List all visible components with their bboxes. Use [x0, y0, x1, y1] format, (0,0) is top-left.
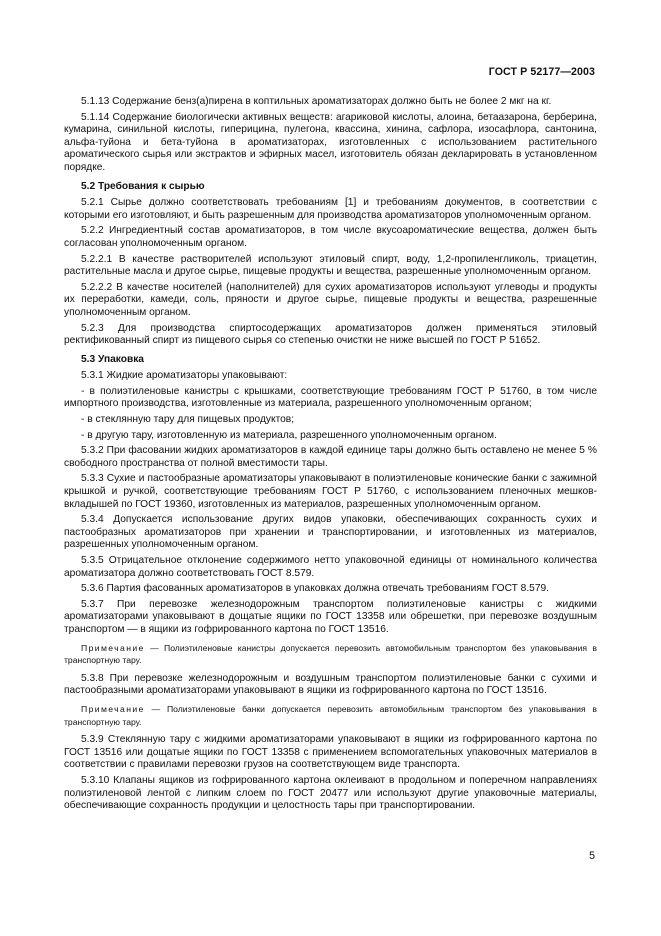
note-label: Примечание	[81, 703, 145, 714]
note-label: Примечание	[81, 642, 145, 653]
page-number: 5	[589, 850, 595, 862]
clause-5-3-2: 5.3.2 При фасовании жидких ароматизаторов в каждой единице тары должно быть оставлено не менее 5 % свободного пространства от полной вместимости тары.	[64, 445, 597, 469]
document-code-header: ГОСТ Р 52177—2003	[488, 66, 595, 78]
clause-5-3-1: 5.3.1 Жидкие ароматизаторы упаковывают:	[81, 370, 288, 382]
document-body	[64, 96, 597, 816]
clause-5-3-6: 5.3.6 Партия фасованных ароматизаторов в упаковках должна отвечать требованиям ГОСТ 8.579.	[81, 583, 549, 595]
clause-5-2-1: 5.2.1 Сырье должно соответствовать требованиям [1] и требованиям документов, в соответствии с которыми его изготовляют, и быть разрешенным для производства ароматизаторов уполномоченным органом.	[64, 197, 597, 221]
clause-5-1-14: 5.1.14 Содержание биологически активных веществ: агариковой кислоты, алоина, бетаазарона, берберина, кумарина, синильной кислоты, гиперицина, пулегона, квассина, хинина, сафлора, изосафлора, сантонина, альфа-туйона и бета-туйона в ароматизаторах, изготовленных с использованием растительного ароматического сырья или экстрактов и эфирных масел, изготовитель обязан декларировать в установленном порядке.	[64, 111, 597, 173]
clause-5-3-3: 5.3.3 Сухие и пастообразные ароматизаторы упаковывают в полиэтиленовые конические банки с зажимной крышкой и ручкой, соответствующие требованиям ГОСТ Р 51760, с использованием пленочных мешков-вкладышей по ГОСТ 19360, изготовленных из материалов, разрешенных уполномоченным органом.	[64, 473, 597, 510]
section-heading-5-3: 5.3 Упаковка	[81, 353, 144, 365]
clause-5-2-3: 5.2.3 Для производства спиртосодержащих ароматизаторов должен применяться этиловый ректификованный спирт из пищевого сырья со степенью очистки не ниже высшей по ГОСТ Р 51652.	[64, 322, 597, 347]
note-canisters	[64, 642, 597, 667]
clause-5-3-7: 5.3.7 При перевозке железнодорожным транспортом полиэтиленовые канистры с жидкими ароматизаторами упаковывают в дощатые ящики по ГОСТ 13358 или обрешетки, при перевозке воздушным транспортом — в ящики из гофрированного картона по ГОСТ 13516.	[64, 598, 597, 635]
clause-5-3-4: 5.3.4 Допускается использование других видов упаковки, обеспечивающих сохранность сухих и пастообразных ароматизаторов при хранении и транспортировании, и изготовленных из материалов, разрешенных уполномоченным органом.	[64, 514, 597, 551]
clause-5-3-5: 5.3.5 Отрицательное отклонение содержимого нетто упаковочной единицы от номинального количества ароматизатора должно соответствовать ГОСТ 8.579.	[64, 555, 597, 579]
list-item-canisters: - в полиэтиленовые канистры с крышками, соответствующие требованиям ГОСТ Р 51760, в том числе импортного производства, изготовленные из материала, разрешенного уполномоченным органом;	[64, 385, 597, 410]
clause-5-2-2-2: 5.2.2.2 В качестве носителей (наполнителей) для сухих ароматизаторов используют углеводы и продукты их переработки, камеди, соль, пряности и другое сырье, пищевые продукты и вещества, разрешенные уполномоченным органом.	[64, 281, 597, 318]
note-text: — Полиэтиленовые банки допускается перевозить автомобильным транспортом без упаковывания в транспортную тару.	[64, 703, 597, 727]
clause-5-2-2: 5.2.2 Ингредиентный состав ароматизаторов, в том числе вкусоароматические вещества, должен быть согласован уполномоченным органом.	[64, 225, 597, 249]
clause-5-3-9: 5.3.9 Стеклянную тару с жидкими ароматизаторами упаковывают в ящики из гофрированного картона по ГОСТ 13516 или дощатые ящики по ГОСТ 13358 с применением вспомогательных упаковочных материалов в соответствии с правилами перевозки грузов на соответствующем виде транспорта.	[64, 734, 597, 771]
clause-5-3-10: 5.3.10 Клапаны ящиков из гофрированного картона оклеивают в продольном и поперечном направлениях полиэтиленовой лентой с липким слоем по ГОСТ 20477 или используют другие упаковочные материалы, обеспечивающие сохранность продукции и целостность тары при транспортировании.	[64, 774, 597, 812]
note-text: — Полиэтиленовые канистры допускается перевозить автомобильным транспортом без упаковывания в транспортную тару.	[64, 642, 597, 666]
list-item-glass: - в стеклянную тару для пищевых продуктов;	[81, 414, 295, 426]
clause-5-2-2-1: 5.2.2.1 В качестве растворителей используют этиловый спирт, воду, 1,2-пропиленгликоль, триацетин, растительные масла и другое сырье, пищевые продукты и вещества, разрешенные уполномоченным органом.	[64, 253, 597, 278]
note-jars	[64, 703, 597, 728]
list-item-other-tare: - в другую тару, изготовленную из материала, разрешенного уполномоченным органом.	[81, 429, 497, 441]
section-heading-5-2: 5.2 Требования к сырью	[81, 180, 205, 192]
clause-5-3-8: 5.3.8 При перевозке железнодорожным и воздушным транспортом полиэтиленовые банки с сухими и пастообразными ароматизаторами упаковывают в ящики из гофрированного картона по ГОСТ 13516.	[64, 672, 597, 697]
clause-5-1-13: 5.1.13 Содержание бенз(а)пирена в коптильных ароматизаторах должно быть не более 2 мкг на кг.	[81, 96, 552, 107]
